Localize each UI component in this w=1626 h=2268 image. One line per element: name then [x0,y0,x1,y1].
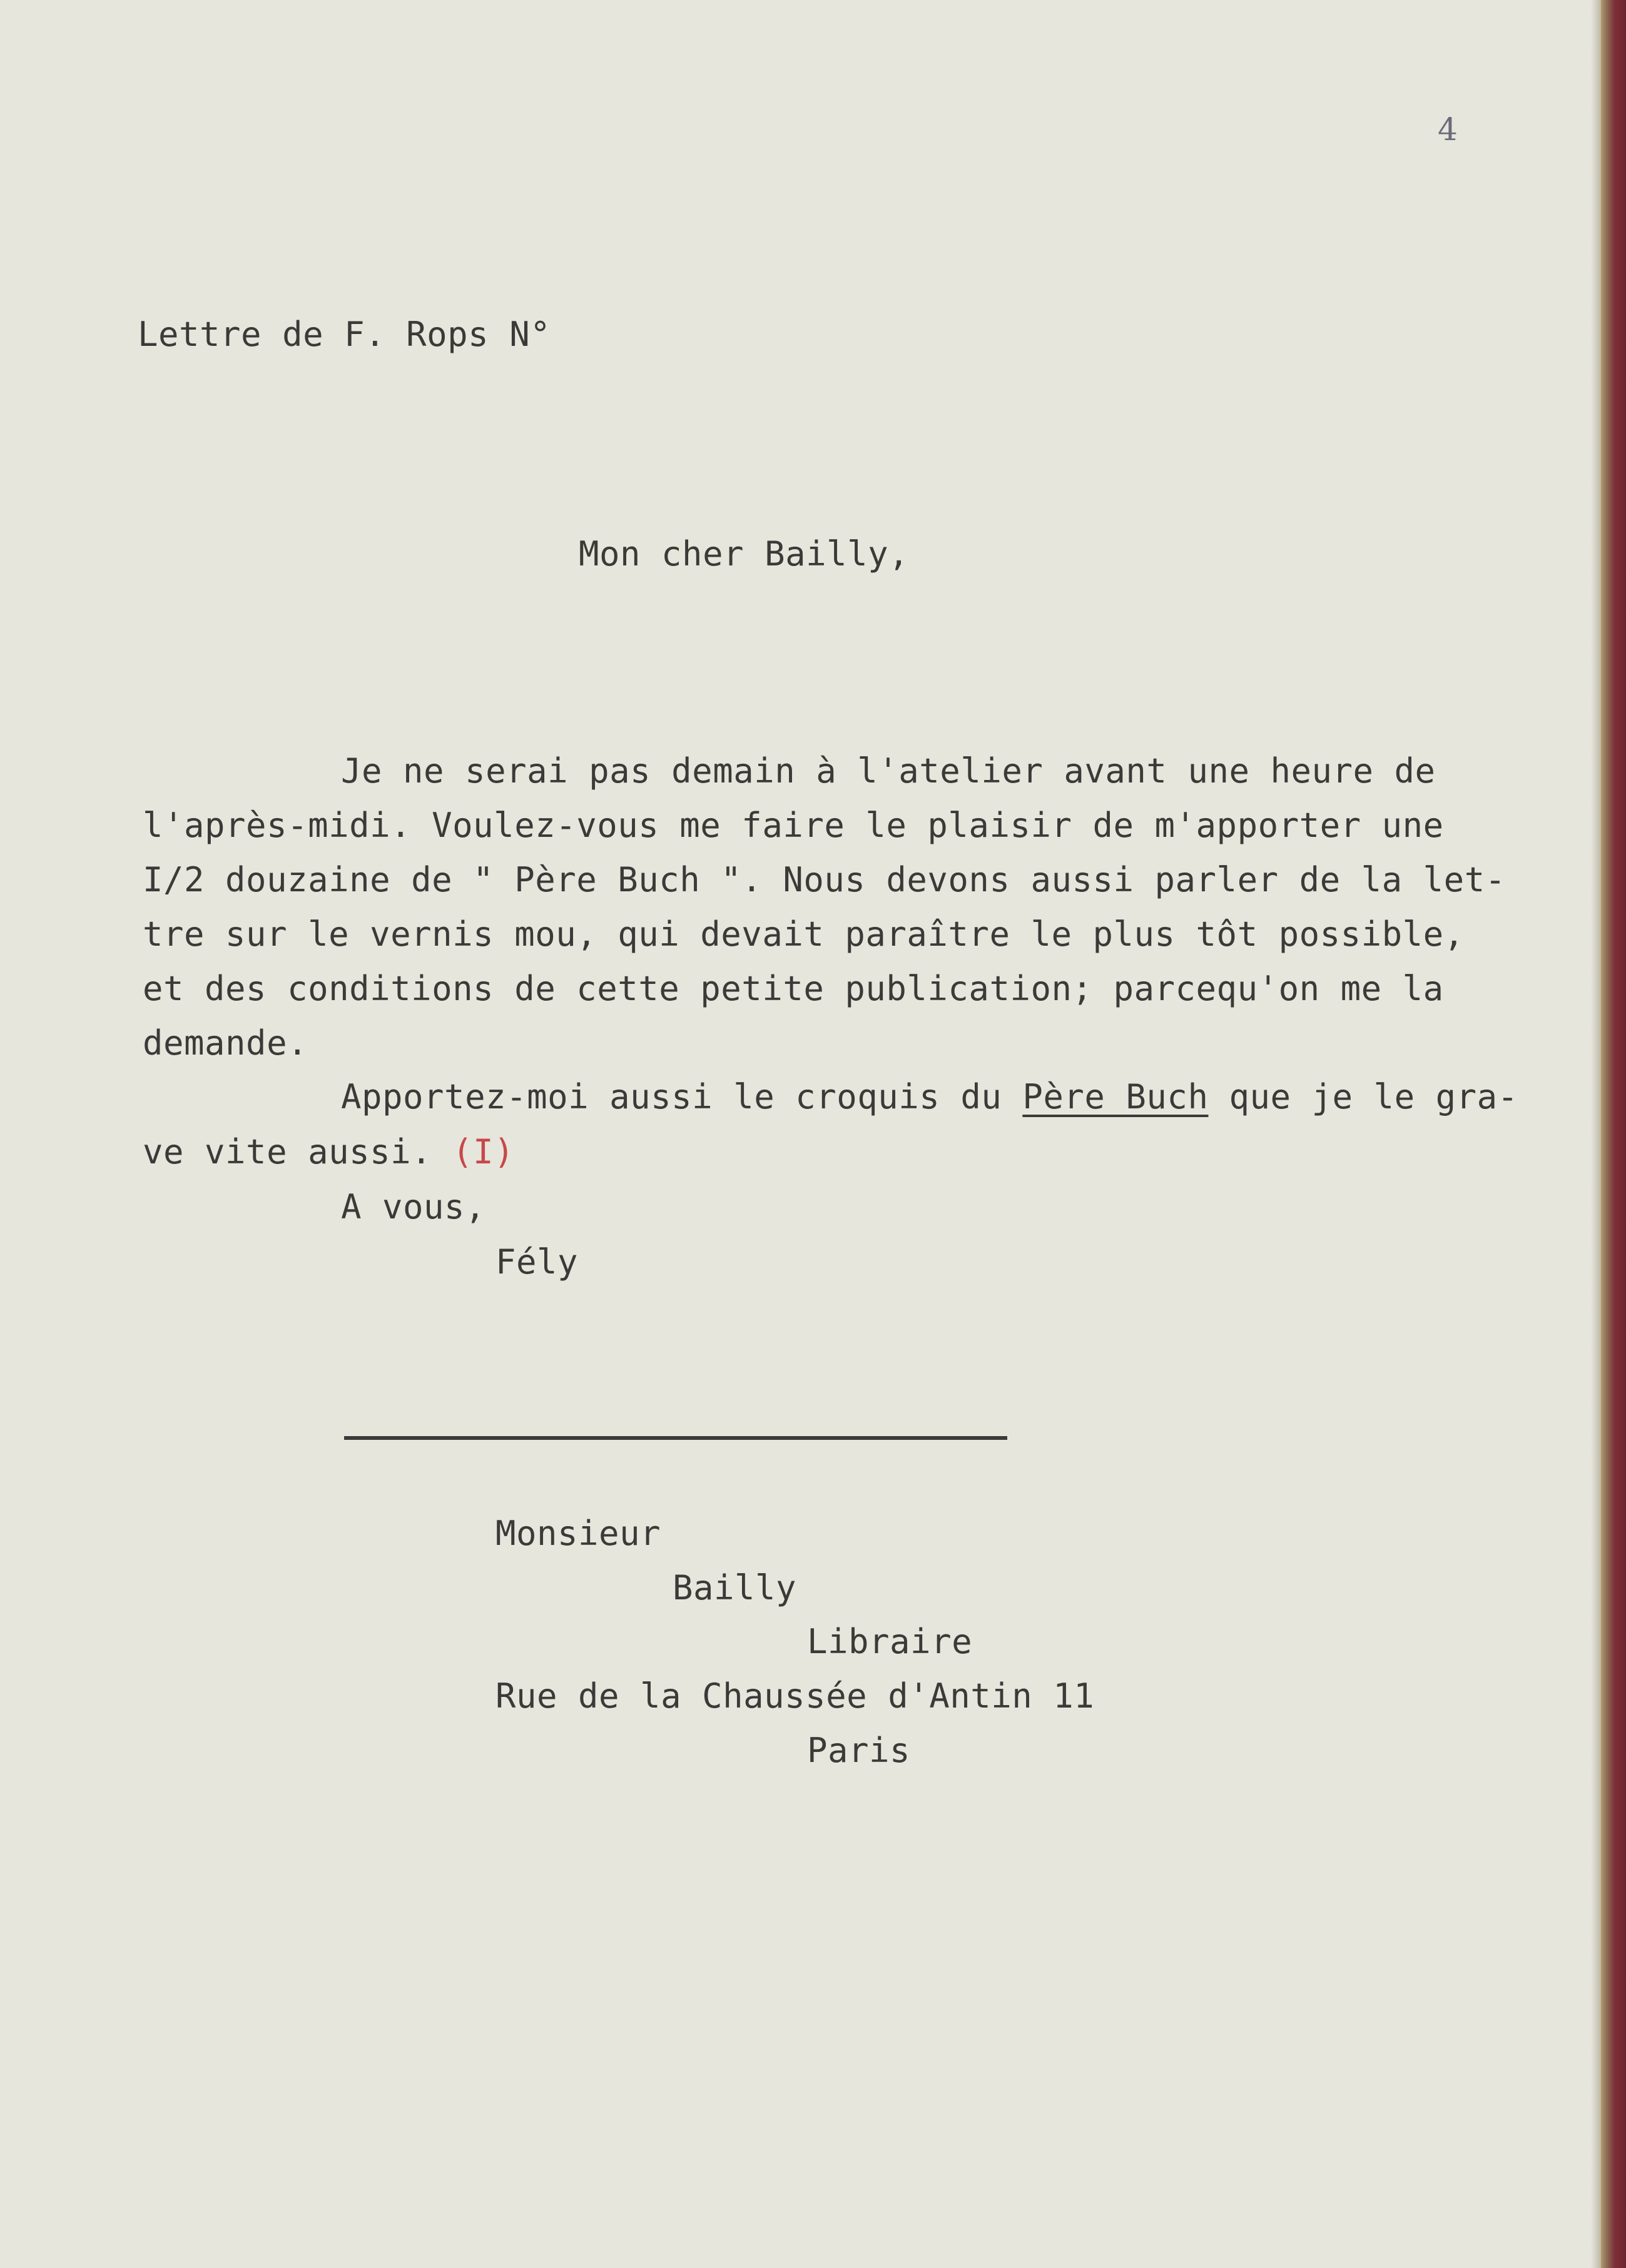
address-line: Rue de la Chaussée d'Antin 11 [495,1676,1095,1716]
page-number: 4 [1438,111,1458,148]
book-binding [1601,0,1626,2268]
body-line: I/2 douzaine de " Père Buch ". Nous devons aussi parler de la let- [143,860,1506,899]
address-line: Bailly [673,1568,797,1607]
body-text: ve vite aussi. [143,1132,453,1172]
address-line: Libraire [807,1622,973,1661]
body-line: demande. [143,1023,308,1063]
address-line: Paris [807,1731,911,1770]
body-text: Apportez-moi aussi le croquis du [341,1077,1023,1116]
address-line: Monsieur [495,1514,661,1553]
closing: A vous, [341,1187,486,1227]
body-line [143,1133,514,1171]
body-line: et des conditions de cette petite publication; parcequ'on me la [143,969,1444,1008]
separator-rule [344,1436,1007,1440]
body-line: tre sur le vernis mou, qui devait paraître le plus tôt possible, [143,914,1465,954]
signature: Fély [495,1242,579,1282]
letter-heading: Lettre de F. Rops N° [138,315,551,354]
body-text: que je le gra- [1208,1077,1518,1116]
body-line: l'après-midi. Voulez-vous me faire le plaisir de m'apporter une [143,806,1444,845]
body-line: Je ne serai pas demain à l'atelier avant une heure de [341,751,1436,791]
page-edge-shadow [1591,0,1601,2268]
body-line [341,1078,1518,1116]
salutation: Mon cher Bailly, [579,534,910,574]
underlined-title: Père Buch [1022,1077,1209,1116]
footnote-mark: (I) [452,1132,515,1172]
